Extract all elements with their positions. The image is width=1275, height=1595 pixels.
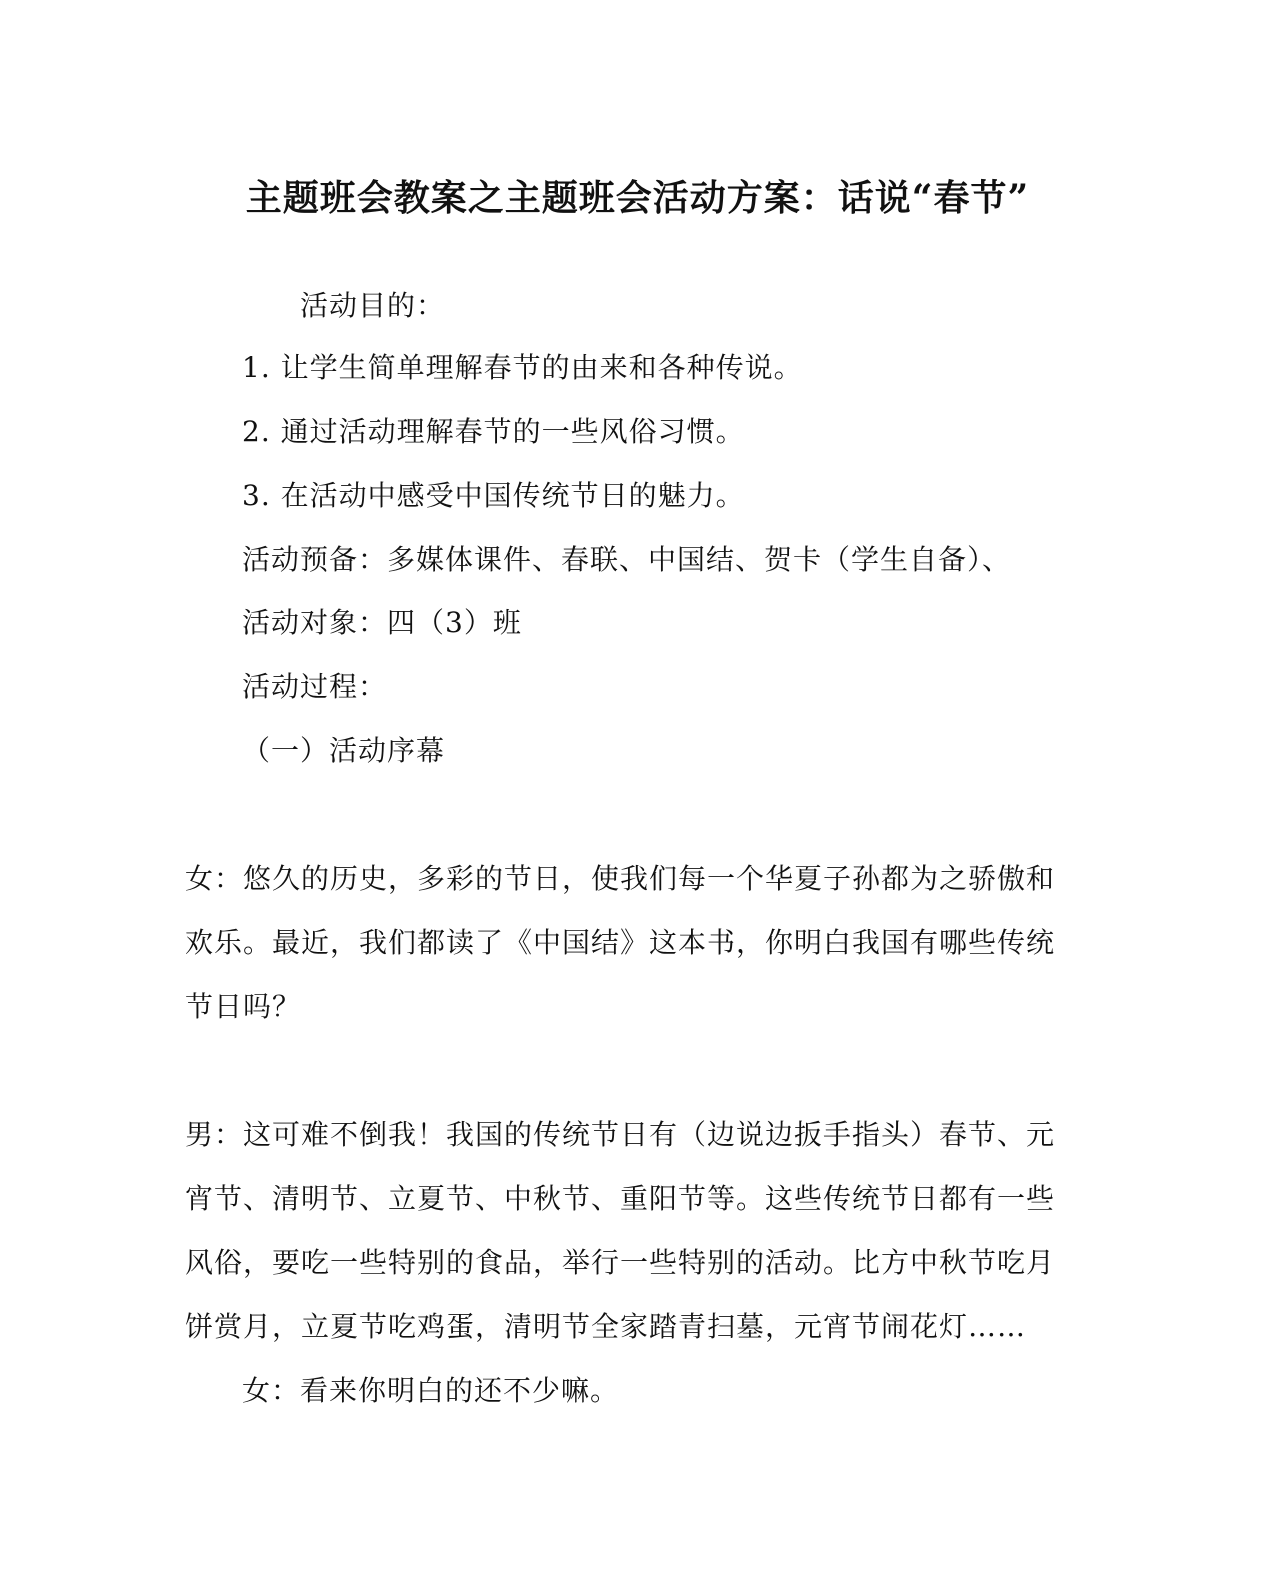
process-heading: 活动过程： [242, 670, 388, 703]
preparation-line: 活动预备：多媒体课件、春联、中国结、贺卡（学生自备）、 [242, 543, 1012, 576]
purpose-heading: 活动目的： [300, 289, 446, 322]
target-line: 活动对象：四（3）班 [242, 606, 522, 639]
male-paragraph-line-4: 饼赏月，立夏节吃鸡蛋，清明节全家踏青扫墓，元宵节闹花灯…… [185, 1310, 1027, 1343]
purpose-item-3: 3. 在活动中感受中国传统节日的魅力。 [242, 479, 745, 512]
female-paragraph-1-line-3: 节日吗？ [185, 990, 302, 1023]
section-one-heading: （一）活动序幕 [242, 734, 446, 767]
male-paragraph-line-1: 男：这可难不倒我！我国的传统节日有（边说边扳手指头）春节、元 [185, 1118, 1056, 1151]
purpose-item-2: 2. 通过活动理解春节的一些风俗习惯。 [242, 415, 745, 448]
female-paragraph-2: 女：看来你明白的还不少嘛。 [242, 1374, 620, 1407]
purpose-item-1: 1. 让学生简单理解春节的由来和各种传说。 [242, 351, 803, 384]
female-paragraph-1-line-1: 女：悠久的历史，多彩的节日，使我们每一个华夏子孙都为之骄傲和 [185, 862, 1056, 895]
document-title: 主题班会教案之主题班会活动方案：话说“春节” [245, 177, 1030, 219]
male-paragraph-line-3: 风俗，要吃一些特别的食品，举行一些特别的活动。比方中秋节吃月 [185, 1246, 1056, 1279]
male-paragraph-line-2: 宵节、清明节、立夏节、中秋节、重阳节等。这些传统节日都有一些 [185, 1182, 1056, 1215]
female-paragraph-1-line-2: 欢乐。最近，我们都读了《中国结》这本书，你明白我国有哪些传统 [185, 926, 1056, 959]
